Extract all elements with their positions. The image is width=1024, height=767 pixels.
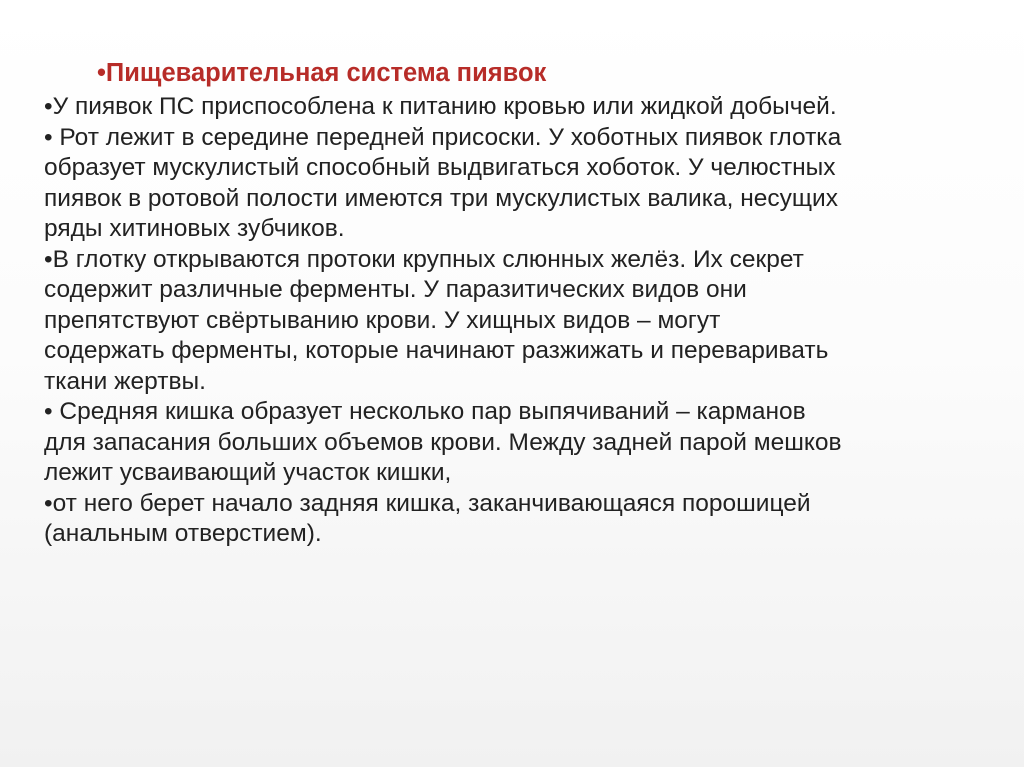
body-line: для запасания больших объемов крови. Между задней парой мешков [44, 428, 842, 456]
body-line: препятствуют свёртыванию крови. У хищных видов – могут [44, 306, 721, 334]
body-line: •В глотку открываются протоки крупных слюнных желёз. Их секрет [44, 245, 804, 273]
body-line: ряды хитиновых зубчиков. [44, 215, 345, 242]
body-line: (анальным отверстием). [44, 520, 322, 547]
body-line: • Рот лежит в середине передней присоски. У хоботных пиявок глотка [44, 123, 842, 151]
slide-body [44, 92, 979, 550]
body-line: •У пиявок ПС приспособлена к питанию кровью или жидкой добычей. [44, 93, 837, 120]
body-line: лежит усваивающий участок кишки, [44, 459, 452, 486]
body-line: образует мускулистый способный выдвигаться хоботок. У челюстных [44, 154, 836, 181]
body-line: •от него берет начало задняя кишка, заканчивающаяся порошицей [44, 489, 811, 517]
body-line: • Средняя кишка образует несколько пар выпячиваний – карманов [44, 398, 806, 425]
body-line: содержать ферменты, которые начинают разжижать и переваривать [44, 337, 829, 364]
body-line: пиявок в ротовой полости имеются три мускулистых валика, несущих [44, 184, 838, 212]
slide-title: •Пищеварительная система пиявок [97, 59, 547, 87]
body-line: ткани жертвы. [44, 367, 206, 395]
body-line: содержит различные ферменты. У паразитических видов они [44, 276, 747, 303]
